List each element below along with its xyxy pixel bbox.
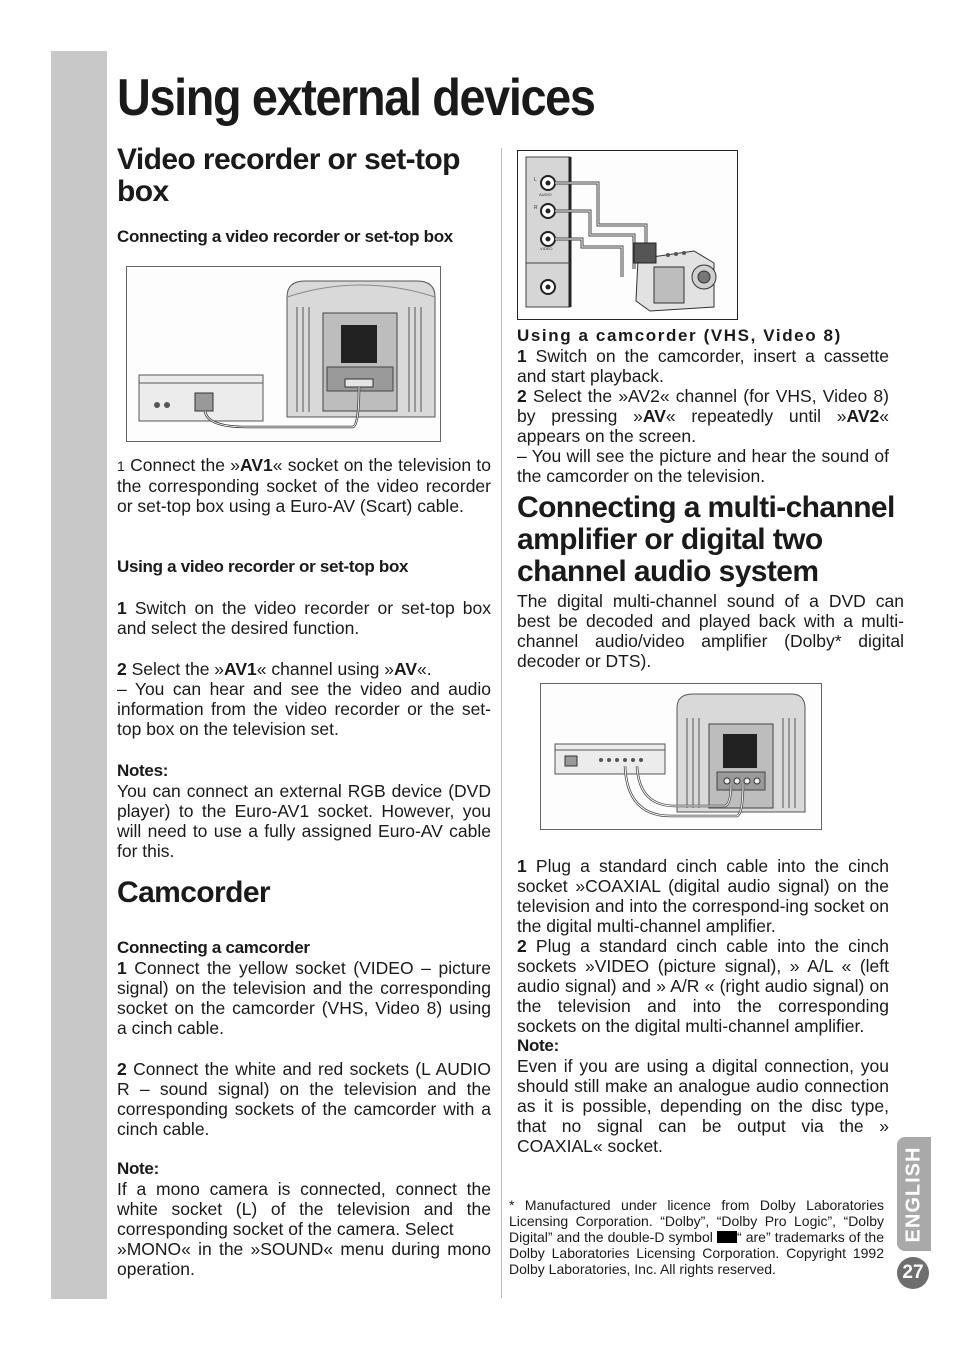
camcorder-note: [117, 1159, 491, 1279]
camcorder-use: Using a camcorder (VHS, Video 8) 1 Switch on the camcorder, insert a cassette and start playback. 2 Select the »AV2« channel (for VHS, Video 8) by pressing »AV« repeatedly until »AV2« appears on the screen. – You will see the picture and hear the sound of the camcorder on the television.: [517, 326, 889, 486]
left-margin-band: [51, 51, 107, 1299]
vcr-use-step-1: 1 Switch on the video recorder or set-top box and select the desired function.: [117, 598, 491, 638]
page-number: 27: [897, 1257, 929, 1289]
vcr-step-1: 1 Connect the »AV1« socket on the television to the corresponding socket of the video recorder or set-top box using a Euro-AV (Scart) cable.: [117, 455, 491, 516]
vcr-tv-illustration: [127, 267, 441, 442]
amplifier-steps: 1 Plug a standard cinch cable into the cinch socket »COAXIAL (digital audio signal) on the television and into the correspond-ing socket on the digital multi-channel amplifier. 2 Plug a standard cinch cable into the cinch sockets »VIDEO (picture signal), » A/L « (left audio signal) and » A/R « (right audio signal) on the television and into the corresponding sockets on the digital multi-channel amplifier. Note: Even if you are using a digital connection, you should still make an analogue audio connection as it is possible, depending on the disc type, that no signal can be output via the » COAXIAL« socket.: [517, 856, 889, 1156]
camcorder-note-text-2: »MONO« in the »SOUND« menu during mono operation.: [117, 1239, 491, 1279]
vcr-notes-text: You can connect an external RGB device (DVD player) to the Euro-AV1 socket. However, you will need to use a fully assigned Euro-AV cable for this.: [117, 781, 491, 861]
camcorder-connection-figure: [517, 150, 738, 320]
vcr-use-step-2: 2 Select the »AV1« channel using »AV«. – You can hear and see the video and audio information from the video recorder or the set-top box on the television set.: [117, 659, 491, 739]
camcorder-heading: Camcorder: [117, 876, 270, 909]
cam-panel-label-r: R: [534, 205, 538, 211]
camcorder-note-heading: Note:: [117, 1159, 159, 1178]
camcorder-step-2: 2 Connect the white and red sockets (L AUDIO R – sound signal) on the television and the corresponding sockets of the camcorder with a cinch cable.: [117, 1059, 491, 1139]
language-tab: [897, 1137, 931, 1251]
amplifier-note-heading: Note:: [517, 1036, 559, 1055]
video-recorder-heading-block: [117, 144, 491, 208]
amplifier-connection-figure: [540, 683, 822, 830]
amplifier-heading-block: [517, 492, 927, 588]
cam-panel-label-video: VIDEO: [540, 246, 553, 251]
column-divider: [501, 148, 502, 1298]
camcorder-use-result: – You will see the picture and hear the sound of the camcorder on the television.: [517, 446, 889, 486]
vcr-using-heading-block: [117, 557, 491, 577]
amplifier-heading: Connecting a multi-channel amplifier or digital two channel audio system: [517, 491, 895, 588]
camcorder-note-text: If a mono camera is connected, connect the white socket (L) of the television and the corresponding socket of the camera. Select: [117, 1179, 491, 1239]
camcorder-heading-block: [117, 877, 491, 909]
cam-panel-label-l: L: [534, 177, 537, 183]
page-title: Using external devices: [117, 69, 595, 127]
camcorder-illustration: [518, 151, 736, 318]
camcorder-connect-heading: Connecting a camcorder: [117, 938, 310, 957]
amplifier-intro: The digital multi-channel sound of a DVD can best be decoded and played back with a multi-channel audio/video amplifier (Dolby* digital decoder or DTS).: [517, 591, 904, 671]
vcr-connection-figure: [126, 266, 441, 442]
camcorder-connect: Connecting a camcorder 1 Connect the yellow socket (VIDEO – picture signal) on the television and the corresponding socket on the camcorder (VHS, Video 8) using a cinch cable.: [117, 938, 491, 1038]
amplifier-illustration: [541, 684, 822, 830]
vcr-notes: [117, 761, 491, 861]
video-recorder-subheading: Connecting a video recorder or set-top box: [117, 227, 453, 246]
video-recorder-subheading-block: [117, 227, 491, 247]
vcr-notes-heading: Notes:: [117, 761, 169, 780]
camcorder-use-heading: Using a camcorder (VHS, Video 8): [517, 326, 842, 345]
video-recorder-heading: Video recorder or set-top box: [117, 143, 460, 208]
language-label: ENGLISH: [902, 1146, 925, 1242]
dolby-double-d-icon: [717, 1231, 737, 1243]
dolby-footnote: * Manufactured under licence from Dolby Laboratories Licensing Corporation. “Dolby”, “Dolby Pro Logic”, “Dolby Digital” and the double-D symbol “ are” trademarks of the Dolby Laboratories Licensing Corporation. Copyright 1992 Dolby Laboratories, Inc. All rights reserved.: [509, 1197, 885, 1277]
vcr-using-heading: Using a video recorder or set-top box: [117, 557, 409, 576]
amplifier-note-text: Even if you are using a digital connection, you should still make an analogue audio connection as it is possible, depending on the disc type, that no signal can be output via the » COAXIAL« socket.: [517, 1056, 889, 1156]
vcr-use-result: – You can hear and see the video and audio information from the video recorder or the set-top box on the television set.: [117, 679, 491, 739]
cam-panel-label-audio: AUDIO: [539, 192, 552, 197]
